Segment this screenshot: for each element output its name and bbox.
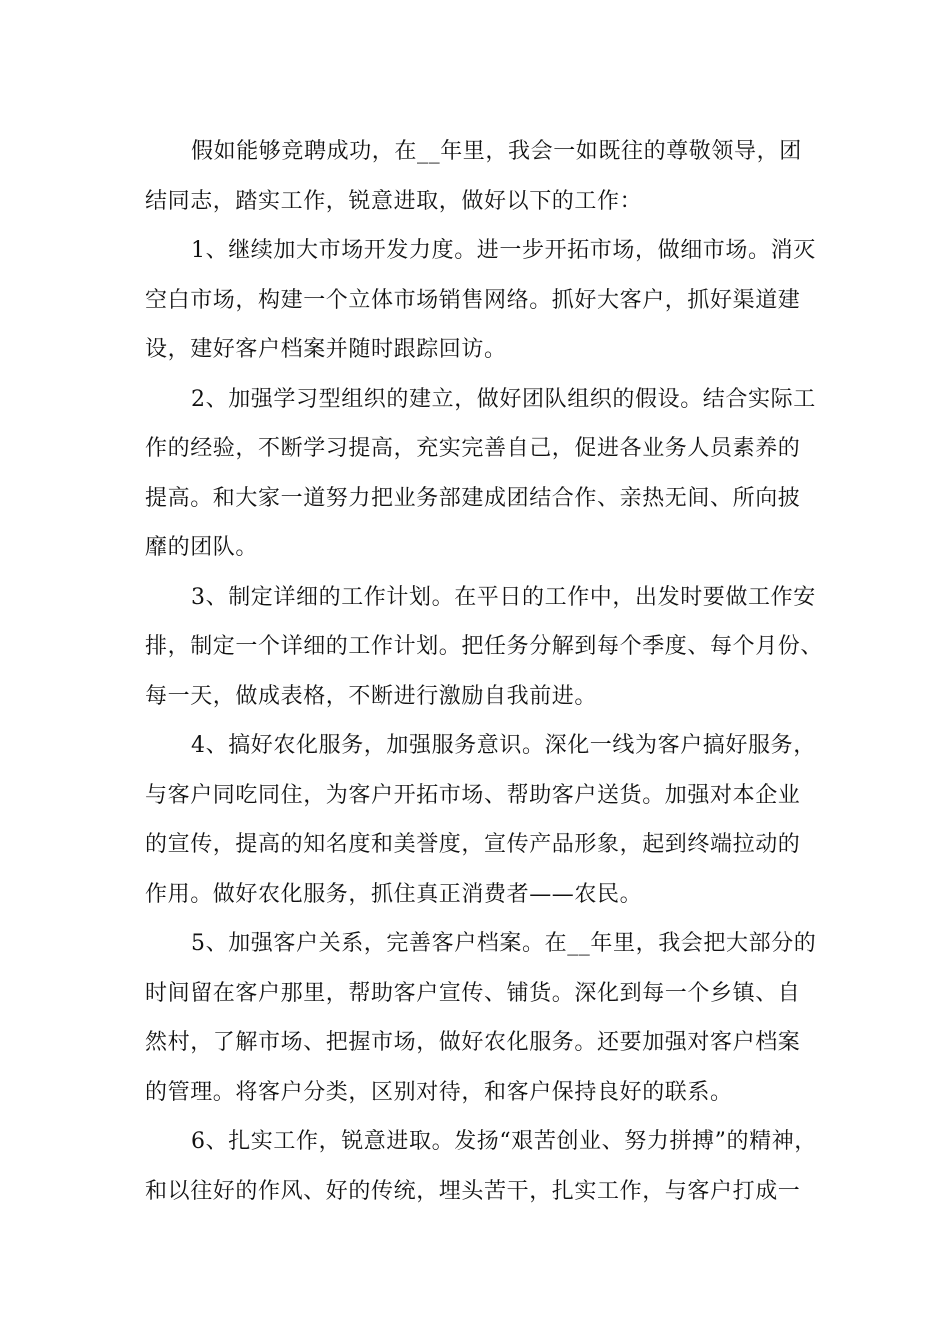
paragraph-line: 每一天，做成表格，不断进行激励自我前进。 — [145, 683, 598, 709]
paragraph-line: 与客户同吃同住，为客户开拓市场、帮助客户送货。加强对本企业 — [145, 782, 801, 808]
paragraph-line: 和以往好的作风、好的传统，埋头苦干，扎实工作，与客户打成一 — [145, 1178, 801, 1204]
paragraph-line: 4、搞好农化服务，加强服务意识。深化一线为客户搞好服务， — [191, 733, 816, 758]
paragraph-line: 假如能够竞聘成功，在__年里，我会一如既往的尊敬领导，团 — [191, 139, 802, 164]
document-body — [145, 127, 824, 1216]
paragraph-item-1 — [145, 226, 816, 375]
paragraph-line: 设，建好客户档案并随时跟踪回访。 — [145, 337, 507, 362]
paragraph-item-6 — [145, 1117, 817, 1216]
paragraph-item-4 — [145, 721, 816, 919]
paragraph-item-5 — [145, 919, 817, 1117]
paragraph-line: 5、加强客户关系，完善客户档案。在__年里，我会把大部分的 — [191, 931, 817, 956]
paragraph-line: 6、扎实工作，锐意进取。发扬“艰苦创业、努力拼搏”的精神， — [191, 1129, 817, 1154]
paragraph-line: 2、加强学习型组织的建立，做好团队组织的假设。结合实际工 — [191, 386, 816, 412]
paragraph-line: 然村，了解市场、把握市场，做好农化服务。还要加强对客户档案 — [145, 1030, 801, 1055]
paragraph-item-3 — [145, 573, 824, 722]
paragraph-line: 靡的团队。 — [145, 535, 259, 560]
paragraph-line: 的管理。将客户分类，区别对待，和客户保持良好的联系。 — [145, 1079, 733, 1105]
paragraph-line: 的宣传，提高的知名度和美誉度，宣传产品形象，起到终端拉动的 — [145, 832, 801, 857]
paragraph-line: 空白市场，构建一个立体市场销售网络。抓好大客户，抓好渠道建 — [145, 287, 801, 313]
paragraph-line: 1、继续加大市场开发力度。进一步开拓市场，做细市场。消灭 — [191, 238, 816, 263]
paragraph-line: 作用。做好农化服务，抓住真正消费者——农民。 — [145, 881, 643, 907]
paragraph-line: 作的经验，不断学习提高，充实完善自己，促进各业务人员素养的 — [145, 436, 801, 461]
paragraph-line: 排，制定一个详细的工作计划。把任务分解到每个季度、每个月份、 — [145, 634, 824, 659]
paragraph-line: 时间留在客户那里，帮助客户宣传、铺货。深化到每一个乡镇、自 — [145, 980, 801, 1006]
paragraph-line: 3、制定详细的工作计划。在平日的工作中，出发时要做工作安 — [191, 584, 816, 610]
paragraph-intro — [145, 127, 813, 226]
paragraph-item-2 — [145, 375, 816, 573]
paragraph-line: 结同志，踏实工作，锐意进取，做好以下的工作： — [145, 188, 643, 214]
paragraph-line: 提高。和大家一道努力把业务部建成团结合作、亲热无间、所向披 — [145, 485, 801, 511]
